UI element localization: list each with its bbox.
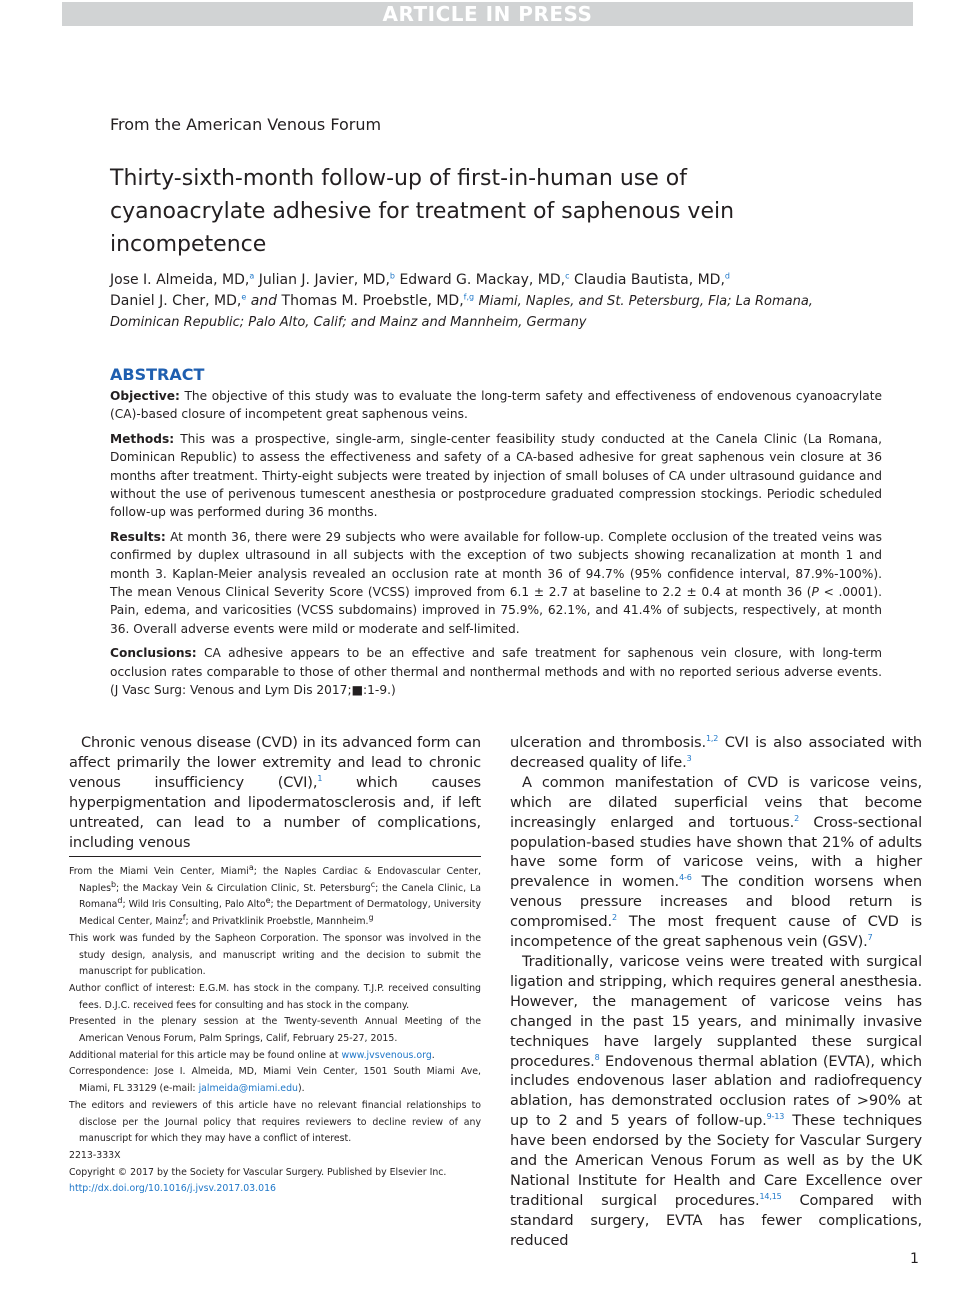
issn: 2213-333X — [69, 1149, 121, 1161]
doi-link[interactable]: http://dx.doi.org/10.1016/j.jvsv.2017.03.016 — [69, 1183, 276, 1195]
email-link[interactable]: jalmeida@miami.edu — [198, 1083, 298, 1095]
footnote-text: Additional material for this article may be found online at — [69, 1049, 342, 1061]
abstract — [110, 365, 882, 706]
methods-text: This was a prospective, single-arm, single-center feasibility study conducted at the Canela Clinic (La Romana, Dominican Republic) to assess the effectiveness and safety of a CA-based adhesive for great saphenous vein closure at 36 months after treatment. Thirty-eight subjects were treated by injection of small boluses of CA under ultrasound guidance and without the use of perivenous tumescent anesthesia or postprocedure graduated compression stockings. Periodic scheduled follow-up was performed during 36 months. — [110, 431, 882, 520]
affiliation-marker[interactable]: f,g — [463, 292, 475, 302]
additional-material-footnote — [69, 1048, 481, 1065]
affiliation-marker[interactable]: c — [565, 271, 570, 281]
citation-link[interactable]: 2 — [612, 913, 617, 923]
abstract-methods — [110, 430, 882, 522]
editors-footnote: The editors and reviewers of this article have no relevant financial relationships to disclose per the Journal policy that requires reviewers to decline review of any manuscript for which they may have a conflict of interest. — [69, 1099, 481, 1145]
body-paragraph — [510, 733, 922, 773]
footnote-text: ; Wild Iris Consulting, Palo Alto — [122, 899, 266, 911]
abstract-results — [110, 528, 882, 638]
affiliation-sup: f — [182, 912, 186, 922]
affiliation-sup: c — [370, 879, 376, 889]
affiliation-marker[interactable]: b — [389, 271, 395, 281]
affiliation-marker[interactable]: e — [241, 292, 247, 302]
author-locations: Miami, Naples, and St. Petersburg, Fla; La Romana, Dominican Republic; Palo Alto, Calif; and Mainz and Mannheim, Germany — [110, 294, 813, 330]
copyright: Copyright © 2017 by the Society for Vascular Surgery. Published by Elsevier Inc. — [69, 1166, 447, 1178]
abstract-objective — [110, 387, 882, 424]
author-name: Claudia Bautista, MD, — [573, 272, 725, 288]
article-in-press-banner: ARTICLE IN PRESS — [62, 2, 913, 26]
body-text: Compared with standard surgery, EVTA has fewer complications, reduced — [510, 1191, 922, 1249]
citation-link[interactable]: 2 — [794, 813, 800, 823]
author-name: Daniel J. Cher, MD, — [110, 293, 242, 309]
citation-link[interactable]: 9-13 — [766, 1112, 785, 1122]
footnotes — [69, 864, 481, 1198]
p-value-symbol: P — [811, 585, 819, 600]
affiliation-sup: d — [117, 896, 123, 906]
body-paragraph — [69, 733, 481, 852]
body-paragraph — [510, 773, 922, 952]
footnote-text: Correspondence: Jose I. Almeida, MD, Miami Vein Center, 1501 South Miami Ave, Miami, FL 33129 (e-mail: — [69, 1066, 481, 1095]
body-paragraph — [510, 952, 922, 1251]
author-name: Jose I. Almeida, MD, — [110, 272, 250, 288]
affiliation-marker[interactable]: a — [249, 271, 255, 281]
section-label: From the American Venous Forum — [110, 115, 382, 134]
footnote-text: . — [431, 1049, 435, 1061]
abstract-heading: ABSTRACT — [110, 365, 205, 384]
footnote-divider — [69, 856, 481, 857]
body-text: Cross-sectional population-based studies have shown that 21% of adults have some form of varicose veins, with a higher prevalence in women. — [510, 813, 922, 891]
footnote-text: ; the Department of Dermatology, University Medical Center, Mainz — [79, 899, 481, 928]
body-text: A common manifestation of CVD is varicose veins, which are dilated superficial veins that become increasingly enlarged and tortuous. — [510, 773, 922, 831]
affiliation-sup: b — [110, 879, 117, 889]
objective-text: The objective of this study was to evaluate the long-term safety and effectiveness of endovenous cyanoacrylate (CA)-based closure of incompetent great saphenous veins. — [110, 389, 882, 422]
body-text: Traditionally, varicose veins were treated with surgical ligation and stripping, which requires general anesthesia. However, the management of varicose veins has changed in the past 15 years, and minimally invasive techniques have largely supplanted these surgical procedures. — [510, 952, 922, 1070]
body-column-right — [510, 733, 922, 1251]
article-title: Thirty-sixth-month follow-up of first-in-human use of cyanoacrylate adhesive for treatment of saphenous vein incompetence — [110, 166, 735, 257]
presentation-footnote: Presented in the plenary session at the Twenty-seventh Annual Meeting of the American Venous Forum, Palm Springs, Calif, February 25-27, 2015. — [69, 1016, 481, 1045]
author-conjunction: and — [250, 293, 278, 309]
citation-link[interactable]: 4-6 — [679, 873, 692, 883]
journal-website-link[interactable]: www.jvsvenous.org — [341, 1049, 432, 1061]
author-name: Julian J. Javier, MD, — [258, 272, 390, 288]
footnote-text: ; the Mackay Vein & Circulation Clinic, St. Petersburg — [116, 882, 371, 894]
affiliation-marker[interactable]: d — [724, 271, 730, 281]
body-text: Chronic venous disease (CVD) in its advanced form can affect primarily the lower extremity and lead to chronic venous insufficiency (CVI), — [69, 734, 481, 791]
citation-link[interactable]: 7 — [867, 933, 873, 943]
results-text-cont: < .0001). Pain, edema, and varicosities (VCSS subdomains) improved in 75.9%, 62.1%, and 41.4% of subjects, respectively, at month 36. Overall adverse events were mild or moderate and self-limited. — [110, 585, 882, 636]
results-text: At month 36, there were 29 subjects who were available for follow-up. Complete occlusion of the treated veins was confirmed by duplex ultrasound in all subjects with the exception of two subjects showing recanalization at month 1 and month 3. Kaplan-Meier analysis revealed an occlusion rate at month 36 of 94.7% (95% confidence interval, 87.9%-100%). The mean Venous Clinical Severity Score (VCSS) improved from 6.1 ± 2.7 at baseline to 2.2 ± 0.4 at month 36 ( — [110, 529, 883, 600]
conclusions-label: Conclusions: — [110, 646, 197, 661]
body-column-left — [69, 733, 481, 852]
funding-footnote: This work was funded by the Sapheon Corporation. The sponsor was involved in the study design, analysis, and manuscript writing and the decision to submit the manuscript for publication. — [69, 932, 481, 978]
citation-link[interactable]: 8 — [594, 1052, 600, 1062]
conclusions-text: CA adhesive appears to be an effective and safe treatment for saphenous vein closure, with long-term occlusion rates comparable to those of other thermal and nonthermal methods and with no reported serious adverse events. (J Vasc Surg: Venous and Lym Dis 2017;■:1-9.) — [110, 646, 882, 698]
citation-link[interactable]: 1 — [317, 773, 323, 783]
body-text: CVI is also associated with decreased quality of life. — [510, 734, 922, 771]
footnote-text: ; and Privatklinik Proebstle, Mannheim. — [185, 916, 369, 928]
objective-label: Objective: — [110, 389, 180, 403]
methods-label: Methods: — [110, 431, 175, 446]
footnote-text: ; the Canela Clinic, La Romana — [79, 882, 481, 911]
affiliation-sup: e — [265, 896, 271, 906]
body-text: ulceration and thrombosis. — [510, 734, 706, 751]
footnote-text: ). — [297, 1083, 305, 1095]
author-list — [110, 270, 880, 333]
author-name: Edward G. Mackay, MD, — [399, 272, 566, 288]
results-label: Results: — [110, 529, 166, 544]
footnote-text: From the Miami Vein Center, Miami — [69, 866, 249, 877]
footnote-text: ; the Naples Cardiac & Endovascular Center, Naples — [79, 866, 481, 894]
body-text: Endovenous thermal ablation (EVTA), which includes endovenous laser ablation and radiofrequency ablation, has demonstrated occlusion rates of >90% at up to 2 and 5 years of follow-up. — [510, 1052, 922, 1130]
conflict-footnote: Author conflict of interest: E.G.M. has stock in the company. T.J.P. received consulting fees. D.J.C. received fees for consulting and has stock in the company. — [69, 982, 481, 1011]
citation-link[interactable]: 1,2 — [705, 734, 719, 744]
body-text: These techniques have been endorsed by the Society for Vascular Surgery and the American Venous Forum as well as by the UK National Institute for Health and Care Excellence over traditional surgical procedures. — [510, 1112, 922, 1209]
correspondence-footnote — [69, 1064, 481, 1097]
body-text: which causes hyperpigmentation and lipodermatosclerosis and, if left untreated, can lead to a number of complications, including venous — [69, 773, 481, 851]
body-text: The most frequent cause of CVD is incompetence of the great saphenous vein (GSV). — [510, 913, 922, 951]
citation-link[interactable]: 3 — [686, 754, 692, 764]
citation-link[interactable]: 14,15 — [759, 1191, 782, 1201]
affiliation-sup: a — [248, 862, 254, 872]
affiliation-sup: g — [368, 912, 374, 922]
page-number: 1 — [910, 1251, 919, 1267]
abstract-conclusions — [110, 644, 882, 699]
affiliations-footnote — [69, 864, 481, 931]
body-text: The condition worsens when venous pressure increases and blood return is compromised. — [510, 873, 922, 931]
author-name: Thomas M. Proebstle, MD, — [281, 293, 464, 309]
